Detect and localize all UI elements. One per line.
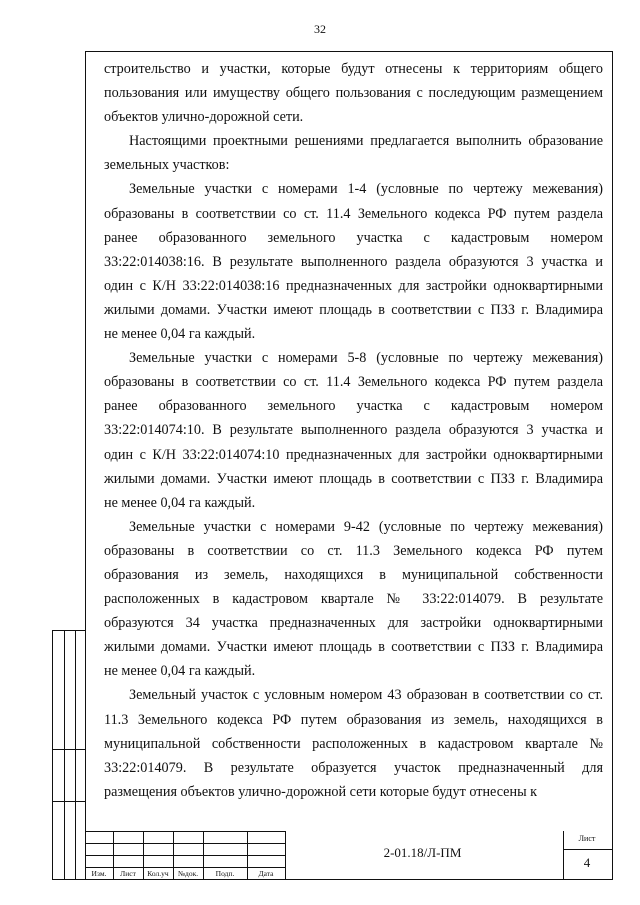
text-line: Земельный участок с условным номером 43 образован в соответствии со ст. [129, 687, 603, 704]
text-line: размещения объектов улично-дорожной сети которые будут отнесены к [104, 783, 538, 800]
paragraph [104, 346, 603, 515]
document-code: 2-01.18/Л-ПМ [383, 845, 462, 860]
text-line: пользования или имуществу общего пользования с последующим размещением [104, 85, 603, 102]
text-line: образуются 34 участка предназначенных для застройки одноквартирными [104, 615, 603, 632]
text-line: не менее 0,04 га каждый. [104, 494, 256, 511]
stamp-col-date: Дата [258, 869, 274, 878]
page-number: 32 [314, 22, 326, 36]
binding-strip [52, 630, 86, 880]
text-line: жилыми домами. Участки имеют площадь в соответствии с ПЗЗ г. Владимира [104, 470, 603, 487]
text-line: муниципальной собственности расположенных в кадастровом квартале № [104, 735, 603, 752]
text-line: 11.3 Земельного кодекса РФ путем образования из земель, находящихся в [104, 711, 603, 728]
paragraph [104, 57, 603, 129]
sheet-label: Лист [578, 834, 596, 843]
paragraph [104, 177, 603, 346]
title-block [85, 831, 613, 880]
text-line: Земельные участки с номерами 5-8 (условные по чертежу межевания) [129, 350, 603, 367]
text-line: образованы в соответствии со ст. 11.4 Земельного кодекса РФ путем раздела [104, 374, 603, 391]
text-line: Настоящими проектными решениями предлагается выполнить образование [129, 133, 603, 150]
text-line: ранее образованного земельного участка с кадастровым номером [104, 398, 603, 415]
stamp-col-signature: Подп. [215, 869, 235, 878]
text-line: 33:22:014079. В результате образуется участок предназначенный для [104, 759, 603, 776]
text-line: один с К/Н 33:22:014038:16 предназначенных для застройки одноквартирными [104, 277, 603, 294]
stamp-col-qty: Кол.уч [147, 869, 169, 878]
stamp-col-docnum: №док. [177, 869, 199, 878]
text-line: не менее 0,04 га каждый. [104, 663, 256, 680]
text-line: 33:22:014038:16. В результате выполненного раздела образуются 3 участка и [104, 253, 603, 270]
paragraph [104, 515, 603, 684]
text-line: Земельные участки с номерами 9-42 (условные по чертежу межевания) [129, 518, 603, 535]
text-line: 33:22:014074:10. В результате выполненного раздела образуются 3 участка и [104, 422, 603, 439]
document-body [104, 57, 603, 804]
text-line: образования из земель, находящихся в муниципальной собственности [104, 566, 603, 583]
text-line: образованы в соответствии со ст. 11.3 Земельного кодекса РФ путем [104, 542, 603, 559]
text-line: объектов улично-дорожной сети. [104, 109, 304, 126]
text-line: строительство и участки, которые будут отнесены к территориям общего [104, 61, 603, 77]
text-line: не менее 0,04 га каждый. [104, 326, 256, 343]
text-line: земельных участков: [104, 157, 230, 174]
text-line: Земельные участки с номерами 1-4 (условные по чертежу межевания) [129, 181, 603, 198]
paragraph [104, 683, 603, 803]
stamp-col-sheet: Лист [120, 869, 136, 878]
text-line: образованы в соответствии со ст. 11.4 Земельного кодекса РФ путем раздела [104, 205, 603, 222]
stamp-col-change: Изм. [91, 869, 107, 878]
paragraph [104, 129, 603, 177]
text-line: жилыми домами. Участки имеют площадь в соответствии с ПЗЗ г. Владимира [104, 301, 603, 318]
sheet-number: 4 [583, 855, 591, 870]
text-line: расположенных в кадастровом квартале № 33:22:014079. В результате [104, 591, 603, 608]
text-line: ранее образованного земельного участка с кадастровым номером [104, 229, 603, 246]
text-line: жилыми домами. Участки имеют площадь в соответствии с ПЗЗ г. Владимира [104, 639, 603, 656]
text-line: один с К/Н 33:22:014074:10 предназначенных для застройки одноквартирными [104, 446, 603, 463]
